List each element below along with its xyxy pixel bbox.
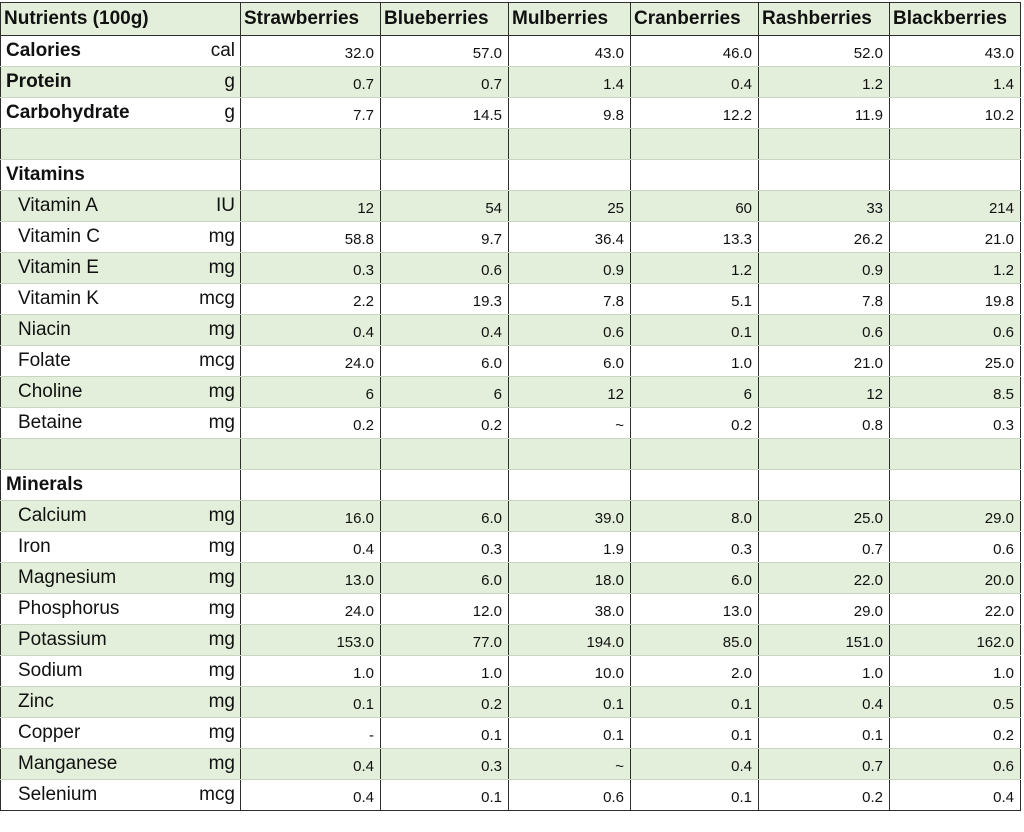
value-cell-mulberries: 39.0 [509, 501, 631, 532]
value-cell-blueberries: 0.2 [381, 408, 509, 439]
table-row-vitamin-k [1, 284, 1021, 315]
value-cell-strawberries: 0.4 [241, 780, 381, 811]
value-cell-cranberries: 0.1 [631, 780, 759, 811]
unit-label: mcg [199, 784, 235, 805]
spacer-cell [241, 129, 381, 160]
value-cell-rashberries: 7.8 [759, 284, 890, 315]
nutrient-label: Vitamin C [18, 226, 101, 247]
section-cell [1, 160, 241, 191]
table-row-vitamin-a [1, 191, 1021, 222]
unit-label: mg [208, 226, 235, 247]
value-cell-cranberries: 1.2 [631, 253, 759, 284]
value-cell-cranberries: 46.0 [631, 36, 759, 67]
header-blackberries: Blackberries [890, 3, 1021, 36]
spacer-cell [509, 439, 631, 470]
nutrient-cell [1, 718, 241, 749]
spacer-cell [1, 129, 241, 160]
value-cell-mulberries: 12 [509, 377, 631, 408]
unit-label: mg [208, 598, 235, 619]
value-cell-blueberries: 0.3 [381, 532, 509, 563]
nutrition-table [0, 2, 1021, 811]
table-row-sodium [1, 656, 1021, 687]
value-cell-blackberries: 20.0 [890, 563, 1021, 594]
nutrient-label: Phosphorus [18, 598, 120, 619]
unit-label: mg [208, 660, 235, 681]
value-cell-blackberries: 8.5 [890, 377, 1021, 408]
nutrient-label: Calcium [18, 505, 87, 526]
value-cell-blackberries: 1.0 [890, 656, 1021, 687]
empty-cell [890, 470, 1021, 501]
header-rashberries: Rashberries [759, 3, 890, 36]
unit-label: IU [216, 195, 235, 216]
empty-cell [759, 160, 890, 191]
value-cell-rashberries: 1.0 [759, 656, 890, 687]
spacer-cell [631, 129, 759, 160]
table-row-niacin [1, 315, 1021, 346]
value-cell-blueberries: 0.1 [381, 718, 509, 749]
value-cell-cranberries: 6.0 [631, 563, 759, 594]
nutrient-cell [1, 625, 241, 656]
value-cell-blackberries: 19.8 [890, 284, 1021, 315]
value-cell-blackberries: 22.0 [890, 594, 1021, 625]
value-cell-strawberries: 0.1 [241, 687, 381, 718]
unit-label: g [224, 102, 235, 123]
value-cell-cranberries: 0.2 [631, 408, 759, 439]
nutrient-cell [1, 253, 241, 284]
value-cell-strawberries: 0.3 [241, 253, 381, 284]
value-cell-blackberries: 0.5 [890, 687, 1021, 718]
unit-label: mg [208, 753, 235, 774]
value-cell-strawberries: - [241, 718, 381, 749]
nutrient-cell [1, 749, 241, 780]
table-row-zinc [1, 687, 1021, 718]
table-row-iron [1, 532, 1021, 563]
nutrient-label: Folate [18, 350, 71, 371]
value-cell-mulberries: ~ [509, 408, 631, 439]
empty-cell [241, 160, 381, 191]
value-cell-mulberries: 18.0 [509, 563, 631, 594]
table-row-protein [1, 67, 1021, 98]
value-cell-strawberries: 24.0 [241, 346, 381, 377]
header-strawberries: Strawberries [241, 3, 381, 36]
table-row-potassium [1, 625, 1021, 656]
nutrient-cell [1, 656, 241, 687]
spacer-row [1, 439, 1021, 470]
empty-cell [631, 160, 759, 191]
value-cell-rashberries: 0.4 [759, 687, 890, 718]
spacer-cell [381, 129, 509, 160]
nutrient-label: Betaine [18, 412, 83, 433]
spacer-cell [759, 439, 890, 470]
table-row-calcium [1, 501, 1021, 532]
value-cell-cranberries: 5.1 [631, 284, 759, 315]
empty-cell [509, 160, 631, 191]
value-cell-mulberries: 1.4 [509, 67, 631, 98]
unit-label: mg [208, 629, 235, 650]
value-cell-mulberries: 0.6 [509, 780, 631, 811]
value-cell-strawberries: 24.0 [241, 594, 381, 625]
nutrient-label: Choline [18, 381, 83, 402]
table-row-folate [1, 346, 1021, 377]
table-row-phosphorus [1, 594, 1021, 625]
table-row-betaine [1, 408, 1021, 439]
nutrient-cell [1, 594, 241, 625]
spacer-cell [890, 439, 1021, 470]
nutrient-label: Vitamin K [18, 288, 99, 309]
header-nutrients: Nutrients (100g) [1, 3, 241, 36]
value-cell-rashberries: 22.0 [759, 563, 890, 594]
table-row-magnesium [1, 563, 1021, 594]
table-row-vitamin-c [1, 222, 1021, 253]
value-cell-strawberries: 32.0 [241, 36, 381, 67]
nutrient-cell [1, 780, 241, 811]
unit-label: cal [210, 40, 235, 61]
value-cell-strawberries: 0.4 [241, 532, 381, 563]
value-cell-mulberries: 0.6 [509, 315, 631, 346]
value-cell-blackberries: 10.2 [890, 98, 1021, 129]
value-cell-blueberries: 0.4 [381, 315, 509, 346]
value-cell-mulberries: 43.0 [509, 36, 631, 67]
value-cell-strawberries: 153.0 [241, 625, 381, 656]
value-cell-blackberries: 0.3 [890, 408, 1021, 439]
section-cell [1, 470, 241, 501]
value-cell-rashberries: 0.8 [759, 408, 890, 439]
value-cell-blackberries: 162.0 [890, 625, 1021, 656]
nutrient-label: Protein [6, 71, 72, 92]
nutrient-cell [1, 36, 241, 67]
value-cell-mulberries: ~ [509, 749, 631, 780]
spacer-cell [759, 129, 890, 160]
value-cell-blueberries: 14.5 [381, 98, 509, 129]
value-cell-cranberries: 1.0 [631, 346, 759, 377]
value-cell-blueberries: 6.0 [381, 346, 509, 377]
nutrient-label: Magnesium [18, 567, 117, 588]
table-row-choline [1, 377, 1021, 408]
value-cell-rashberries: 0.9 [759, 253, 890, 284]
table-row-selenium [1, 780, 1021, 811]
spacer-cell [509, 129, 631, 160]
section-row-minerals [1, 470, 1021, 501]
value-cell-mulberries: 1.9 [509, 532, 631, 563]
value-cell-cranberries: 0.4 [631, 67, 759, 98]
nutrient-label: Sodium [18, 660, 83, 681]
value-cell-blackberries: 21.0 [890, 222, 1021, 253]
value-cell-cranberries: 0.1 [631, 718, 759, 749]
value-cell-blackberries: 0.6 [890, 749, 1021, 780]
nutrient-label: Potassium [18, 629, 107, 650]
unit-label: mg [208, 536, 235, 557]
value-cell-rashberries: 26.2 [759, 222, 890, 253]
nutrient-cell [1, 222, 241, 253]
section-row-vitamins [1, 160, 1021, 191]
value-cell-mulberries: 7.8 [509, 284, 631, 315]
header-blueberries: Blueberries [381, 3, 509, 36]
nutrient-cell [1, 532, 241, 563]
value-cell-strawberries: 0.4 [241, 315, 381, 346]
nutrient-label: Calories [6, 40, 81, 61]
empty-cell [241, 470, 381, 501]
nutrient-cell [1, 377, 241, 408]
nutrient-label: Iron [18, 536, 51, 557]
value-cell-rashberries: 29.0 [759, 594, 890, 625]
value-cell-blackberries: 0.4 [890, 780, 1021, 811]
value-cell-blackberries: 1.4 [890, 67, 1021, 98]
nutrient-label: Vitamin A [18, 195, 98, 216]
unit-label: mg [208, 505, 235, 526]
header-cranberries: Cranberries [631, 3, 759, 36]
value-cell-strawberries: 1.0 [241, 656, 381, 687]
table-row-manganese [1, 749, 1021, 780]
nutrient-cell [1, 501, 241, 532]
spacer-cell [890, 129, 1021, 160]
unit-label: mg [208, 412, 235, 433]
unit-label: mcg [199, 350, 235, 371]
value-cell-strawberries: 58.8 [241, 222, 381, 253]
empty-cell [631, 470, 759, 501]
value-cell-blueberries: 9.7 [381, 222, 509, 253]
nutrient-label: Carbohydrate [6, 102, 130, 123]
nutrient-cell [1, 284, 241, 315]
value-cell-strawberries: 16.0 [241, 501, 381, 532]
nutrient-label: Vitamin E [18, 257, 99, 278]
value-cell-blackberries: 43.0 [890, 36, 1021, 67]
value-cell-rashberries: 12 [759, 377, 890, 408]
value-cell-blueberries: 0.7 [381, 67, 509, 98]
value-cell-mulberries: 0.1 [509, 718, 631, 749]
value-cell-blueberries: 0.1 [381, 780, 509, 811]
section-heading: Minerals [6, 474, 84, 495]
value-cell-blackberries: 29.0 [890, 501, 1021, 532]
value-cell-mulberries: 0.9 [509, 253, 631, 284]
header-mulberries: Mulberries [509, 3, 631, 36]
value-cell-cranberries: 60 [631, 191, 759, 222]
value-cell-blueberries: 0.2 [381, 687, 509, 718]
nutrient-cell [1, 687, 241, 718]
value-cell-rashberries: 0.7 [759, 532, 890, 563]
value-cell-cranberries: 6 [631, 377, 759, 408]
value-cell-mulberries: 10.0 [509, 656, 631, 687]
value-cell-mulberries: 25 [509, 191, 631, 222]
table-row-calories [1, 36, 1021, 67]
value-cell-strawberries: 0.7 [241, 67, 381, 98]
unit-label: mg [208, 381, 235, 402]
value-cell-strawberries: 7.7 [241, 98, 381, 129]
value-cell-rashberries: 25.0 [759, 501, 890, 532]
value-cell-blueberries: 6.0 [381, 501, 509, 532]
value-cell-rashberries: 0.1 [759, 718, 890, 749]
unit-label: mg [208, 319, 235, 340]
value-cell-rashberries: 11.9 [759, 98, 890, 129]
nutrient-label: Manganese [18, 753, 118, 774]
nutrient-cell [1, 98, 241, 129]
value-cell-strawberries: 12 [241, 191, 381, 222]
value-cell-blueberries: 0.3 [381, 749, 509, 780]
value-cell-strawberries: 0.2 [241, 408, 381, 439]
unit-label: mcg [199, 288, 235, 309]
value-cell-cranberries: 0.3 [631, 532, 759, 563]
table-row-carbohydrate [1, 98, 1021, 129]
nutrient-label: Zinc [18, 691, 54, 712]
nutrient-label: Selenium [18, 784, 98, 805]
unit-label: mg [208, 257, 235, 278]
value-cell-blueberries: 1.0 [381, 656, 509, 687]
empty-cell [890, 160, 1021, 191]
value-cell-rashberries: 0.2 [759, 780, 890, 811]
unit-label: mg [208, 567, 235, 588]
nutrient-cell [1, 315, 241, 346]
value-cell-cranberries: 2.0 [631, 656, 759, 687]
value-cell-blueberries: 77.0 [381, 625, 509, 656]
value-cell-blueberries: 0.6 [381, 253, 509, 284]
empty-cell [381, 160, 509, 191]
value-cell-blueberries: 19.3 [381, 284, 509, 315]
spacer-cell [241, 439, 381, 470]
value-cell-blueberries: 54 [381, 191, 509, 222]
spacer-cell [631, 439, 759, 470]
value-cell-blueberries: 6 [381, 377, 509, 408]
value-cell-mulberries: 194.0 [509, 625, 631, 656]
table-row-copper [1, 718, 1021, 749]
empty-cell [509, 470, 631, 501]
unit-label: mg [208, 722, 235, 743]
section-heading: Vitamins [6, 164, 85, 185]
unit-label: mg [208, 691, 235, 712]
value-cell-blackberries: 1.2 [890, 253, 1021, 284]
header-row [1, 3, 1021, 36]
value-cell-mulberries: 6.0 [509, 346, 631, 377]
value-cell-mulberries: 0.1 [509, 687, 631, 718]
value-cell-rashberries: 33 [759, 191, 890, 222]
value-cell-cranberries: 12.2 [631, 98, 759, 129]
unit-label: g [224, 71, 235, 92]
value-cell-strawberries: 6 [241, 377, 381, 408]
value-cell-cranberries: 85.0 [631, 625, 759, 656]
empty-cell [381, 470, 509, 501]
value-cell-rashberries: 0.7 [759, 749, 890, 780]
value-cell-rashberries: 151.0 [759, 625, 890, 656]
nutrient-label: Copper [18, 722, 81, 743]
value-cell-cranberries: 8.0 [631, 501, 759, 532]
nutrient-cell [1, 346, 241, 377]
value-cell-rashberries: 0.6 [759, 315, 890, 346]
nutrient-cell [1, 191, 241, 222]
nutrient-cell [1, 563, 241, 594]
value-cell-mulberries: 9.8 [509, 98, 631, 129]
value-cell-rashberries: 1.2 [759, 67, 890, 98]
table-body [1, 36, 1021, 811]
value-cell-strawberries: 2.2 [241, 284, 381, 315]
nutrient-cell [1, 408, 241, 439]
value-cell-cranberries: 0.4 [631, 749, 759, 780]
value-cell-rashberries: 21.0 [759, 346, 890, 377]
value-cell-cranberries: 0.1 [631, 315, 759, 346]
value-cell-strawberries: 13.0 [241, 563, 381, 594]
table-row-vitamin-e [1, 253, 1021, 284]
value-cell-cranberries: 0.1 [631, 687, 759, 718]
value-cell-blueberries: 12.0 [381, 594, 509, 625]
spacer-cell [1, 439, 241, 470]
spacer-row [1, 129, 1021, 160]
value-cell-blackberries: 214 [890, 191, 1021, 222]
spacer-cell [381, 439, 509, 470]
value-cell-cranberries: 13.0 [631, 594, 759, 625]
value-cell-blackberries: 0.6 [890, 532, 1021, 563]
value-cell-strawberries: 0.4 [241, 749, 381, 780]
value-cell-blackberries: 25.0 [890, 346, 1021, 377]
nutrient-label: Niacin [18, 319, 71, 340]
value-cell-blueberries: 57.0 [381, 36, 509, 67]
empty-cell [759, 470, 890, 501]
value-cell-cranberries: 13.3 [631, 222, 759, 253]
nutrient-cell [1, 67, 241, 98]
value-cell-mulberries: 36.4 [509, 222, 631, 253]
value-cell-blackberries: 0.6 [890, 315, 1021, 346]
value-cell-rashberries: 52.0 [759, 36, 890, 67]
value-cell-blackberries: 0.2 [890, 718, 1021, 749]
value-cell-mulberries: 38.0 [509, 594, 631, 625]
value-cell-blueberries: 6.0 [381, 563, 509, 594]
